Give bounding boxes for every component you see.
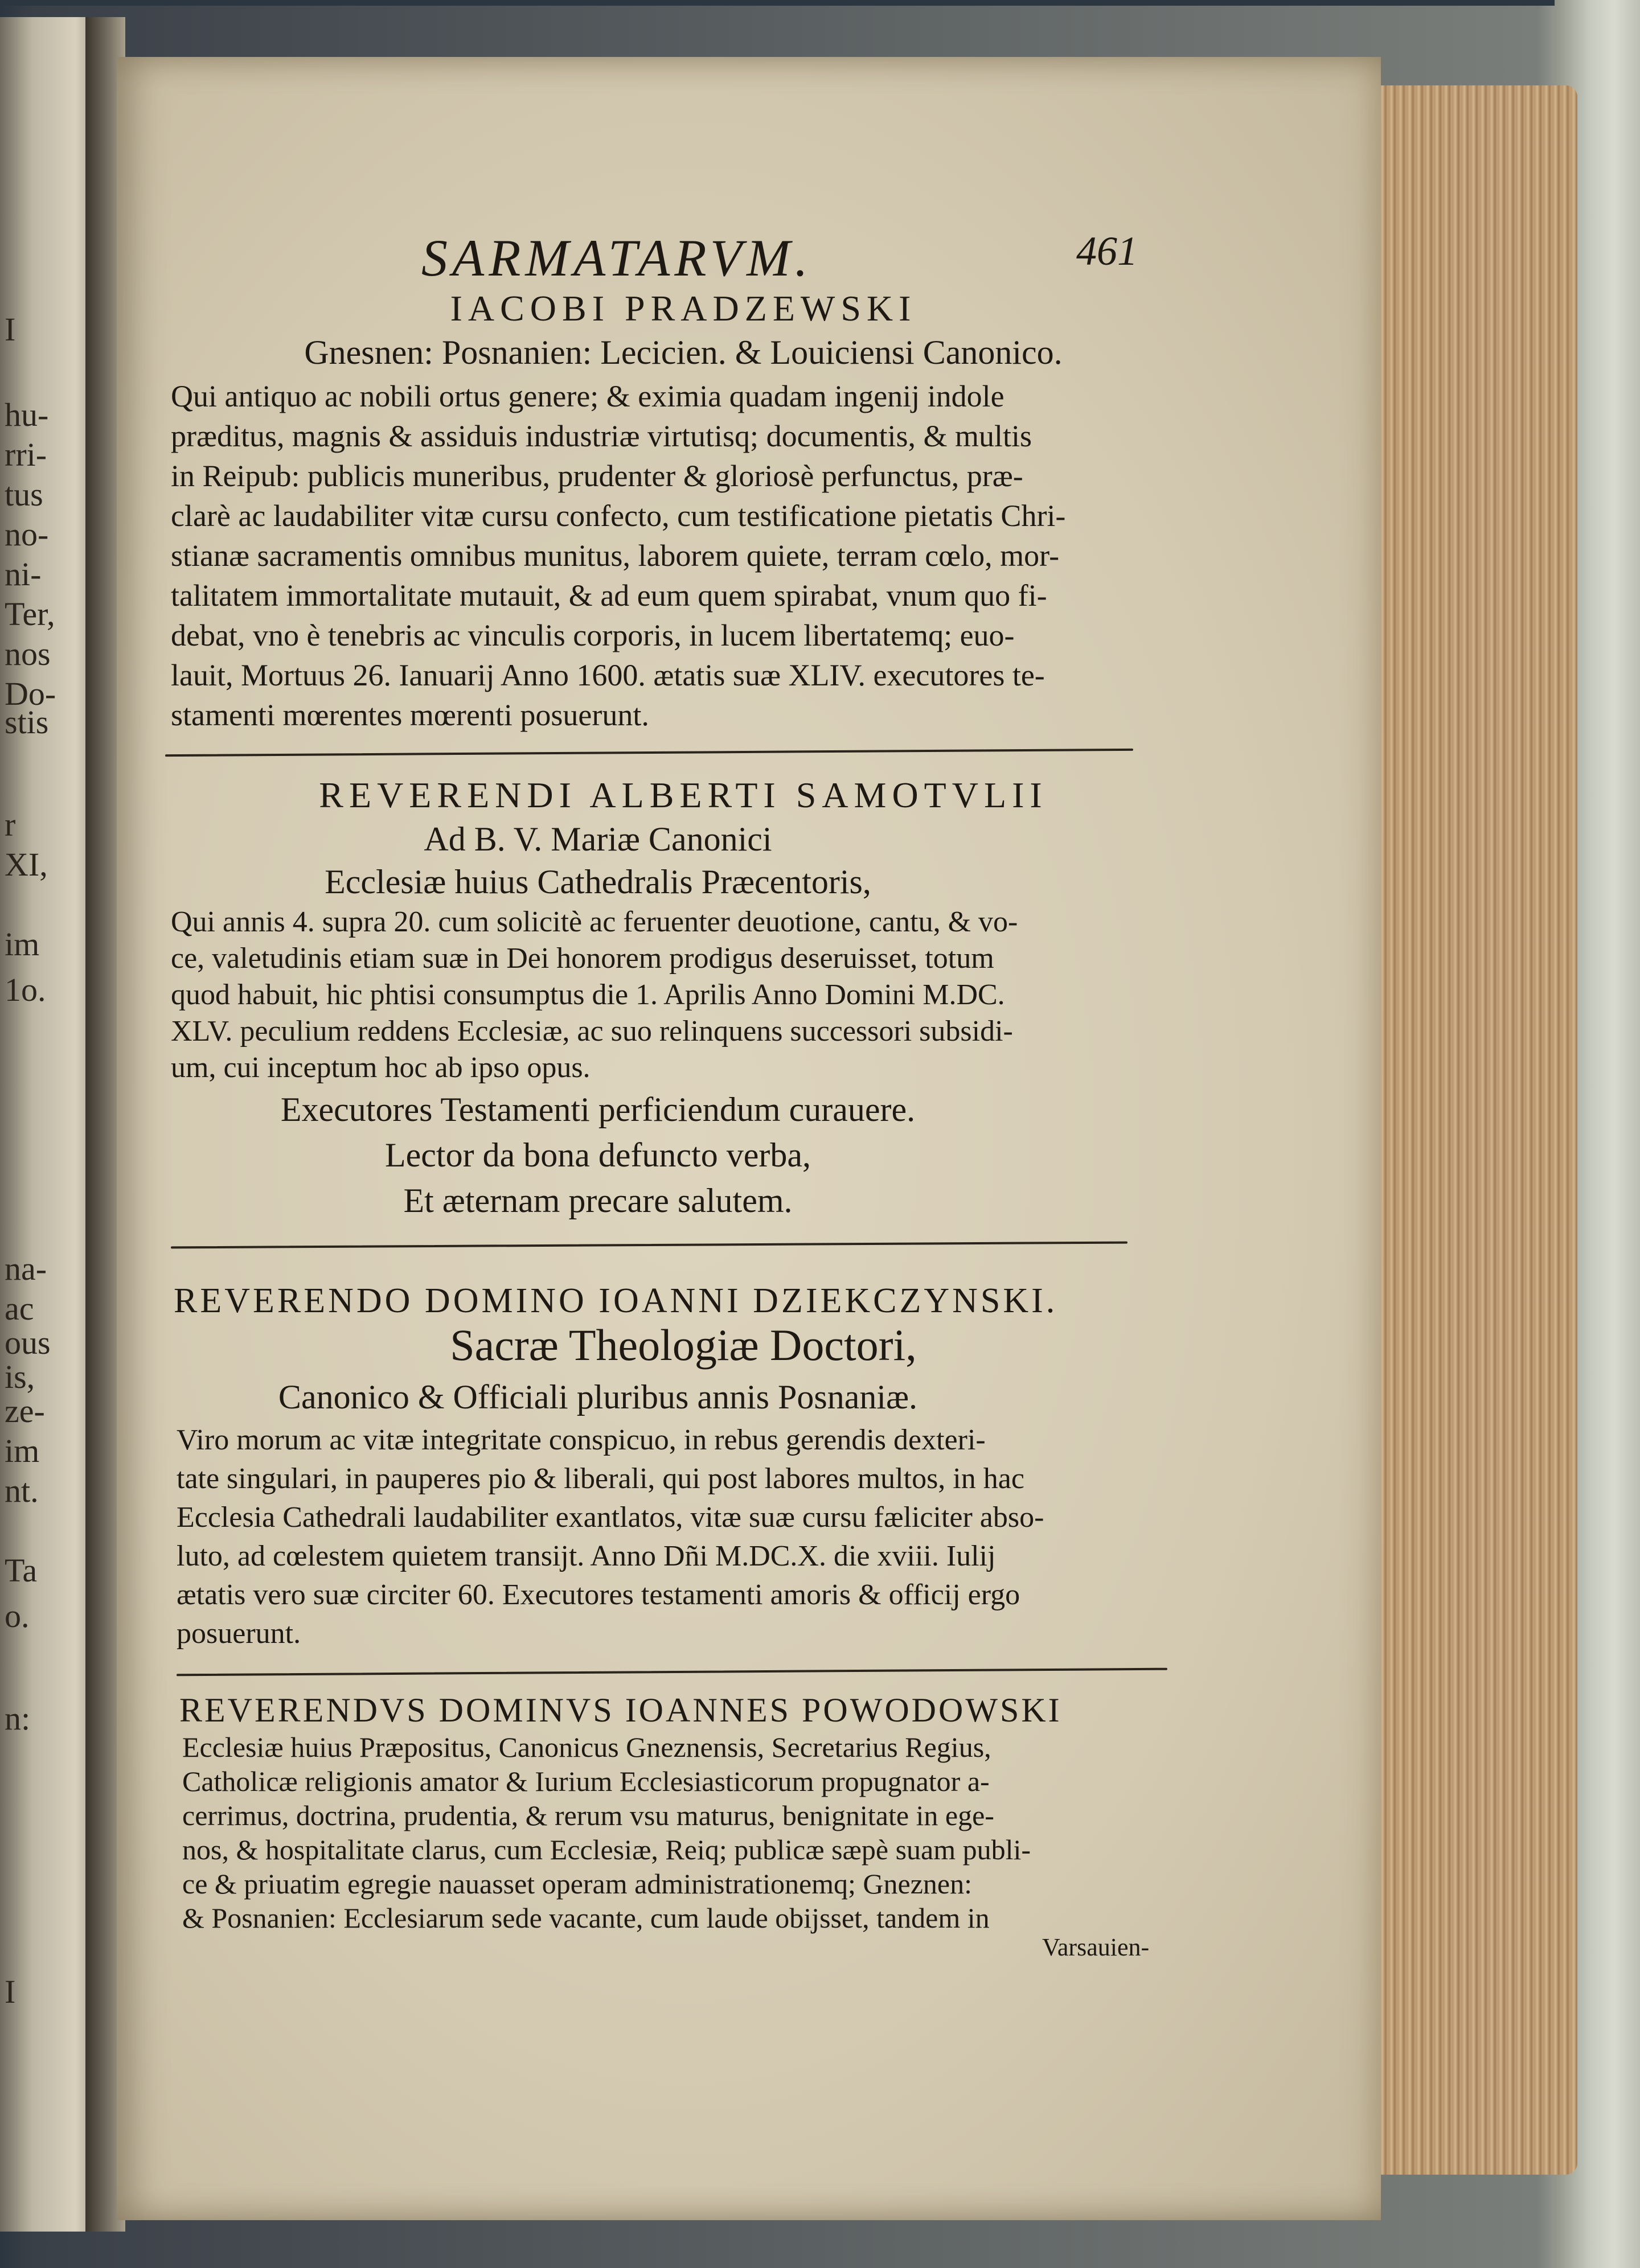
- text-line: quod habuit, hic phtisi consumptus die 1. Aprilis Anno Domini M.DC.: [171, 979, 1005, 1011]
- page-edges: [1361, 85, 1577, 2175]
- text-line: talitatem immortalitate mutauit, & ad eum quem spirabat, vnum quo fi-: [171, 578, 1047, 613]
- running-head: SARMATARVM.: [421, 229, 813, 287]
- text-line: Viro morum ac vitæ integritate conspicuo, in rebus gerendis dexteri-: [177, 1424, 986, 1456]
- text-line: Qui annis 4. supra 20. cum solicitè ac feruenter deuotione, cantu, & vo-: [171, 906, 1018, 938]
- left-page-fragment: stis: [5, 704, 49, 741]
- entry2-title2: Ecclesiæ huius Cathedralis Præcentoris,: [325, 863, 871, 901]
- left-page-fragment: rri-: [5, 436, 47, 473]
- catchword: Varsauien-: [1042, 1933, 1150, 1961]
- left-page-fragment: hu-: [5, 396, 49, 433]
- text-line: ce, valetudinis etiam suæ in Dei honorem prodigus deseruisset, totum: [171, 942, 994, 975]
- text-line: nos, & hospitalitate clarus, cum Ecclesiæ, Reiq; publicæ sæpè suam publi-: [182, 1834, 1031, 1866]
- left-page-fragment: Ta: [5, 1552, 38, 1589]
- page-number: 461: [1076, 228, 1138, 274]
- text-line: in Reipub: publicis muneribus, prudenter & gloriosè perfunctus, præ-: [171, 459, 1023, 493]
- entry2-title1: Ad B. V. Mariæ Canonici: [424, 820, 772, 858]
- left-page-fragment: ac: [5, 1290, 34, 1327]
- text-line: luto, ad cœlestem quietem transijt. Anno Dñi M.DC.X. die xviii. Iulij: [177, 1540, 996, 1572]
- text-line: clarè ac laudabiliter vitæ cursu confecto, cum testificatione pietatis Chri-: [171, 499, 1066, 533]
- text-line: Catholicæ religionis amator & Iurium Ecclesiasticorum propugnator a-: [182, 1765, 990, 1797]
- text-line: ætatis vero suæ circiter 60. Executores testamenti amoris & officij ergo: [177, 1579, 1020, 1611]
- left-page-fragment: 1o.: [5, 971, 46, 1008]
- text-line: præditus, magnis & assiduis industriæ virtutisq; documentis, & multis: [171, 419, 1032, 453]
- text-line: lauit, Mortuus 26. Ianuarij Anno 1600. ætatis suæ XLIV. executores te-: [171, 658, 1045, 692]
- left-page-fragment: Ter,: [5, 595, 55, 632]
- entry4-name: REVERENDVS DOMINVS IOANNES POWODOWSKI: [179, 1691, 1062, 1729]
- left-page-fragment: o.: [5, 1597, 30, 1634]
- text-line: cerrimus, doctrina, prudentia, & rerum vsu maturus, benignitate in ege-: [182, 1799, 994, 1831]
- text-line: debat, vno è tenebris ac vinculis corporis, in lucem libertatemq; euo-: [171, 618, 1015, 652]
- text-line: Ecclesia Cathedrali laudabiliter exantlatos, vitæ suæ cursu fæliciter abso-: [177, 1501, 1044, 1534]
- left-page-fragment: im: [5, 926, 40, 963]
- left-page-fragment: is,: [5, 1358, 35, 1395]
- text-line: Ecclesiæ huius Præpositus, Canonicus Gneznensis, Secretarius Regius,: [182, 1731, 991, 1763]
- entry2-closing1: Executores Testamenti perficiendum curauere.: [280, 1091, 916, 1128]
- entry2-closing3: Et æternam precare salutem.: [403, 1182, 793, 1219]
- left-page-fragment: I: [5, 1973, 16, 2010]
- left-page-fragment: nos: [5, 635, 51, 672]
- left-page-fragment: nt.: [5, 1472, 39, 1509]
- text-line: tate singulari, in pauperes pio & liberali, qui post labores multos, in hac: [177, 1462, 1024, 1495]
- entry3-name: REVERENDO DOMINO IOANNI DZIEKCZYNSKI.: [174, 1281, 1058, 1320]
- left-page-fragment: Do-: [5, 675, 56, 712]
- left-page-fragment: n:: [5, 1700, 31, 1737]
- text-line: um, cui inceptum hoc ab ipso opus.: [171, 1051, 591, 1084]
- left-page-fragment: na-: [5, 1250, 47, 1287]
- entry1-name: IACOBI PRADZEWSKI: [450, 288, 917, 328]
- left-page-fragment: r: [5, 806, 16, 843]
- entry1-title: Gnesnen: Posnanien: Lecicien. & Louiciensi Canonico.: [304, 334, 1063, 371]
- entry2-closing2: Lector da bona defuncto verba,: [385, 1136, 811, 1174]
- text-line: posuerunt.: [177, 1617, 301, 1650]
- entry3-title2: Canonico & Officiali pluribus annis Posnaniæ.: [278, 1378, 918, 1416]
- text-line: Qui antiquo ac nobili ortus genere; & eximia quadam ingenij indole: [171, 379, 1004, 413]
- left-page-fragment: XI,: [5, 846, 48, 883]
- left-page-fragment: im: [5, 1432, 40, 1469]
- text-line: XLV. peculium reddens Ecclesiæ, ac suo relinquens successori subsidi-: [171, 1015, 1013, 1047]
- left-page-fragment: ze-: [5, 1392, 45, 1429]
- left-page-fragment: ni-: [5, 556, 42, 593]
- text-line: ce & priuatim egregie nauasset operam administrationemq; Gneznen:: [182, 1868, 973, 1900]
- text-line: & Posnanien: Ecclesiarum sede vacante, cum laude obijsset, tandem in: [182, 1902, 990, 1934]
- left-page-fragment: tus: [5, 476, 43, 513]
- left-page-fragment: ous: [5, 1324, 51, 1361]
- entry2-name: REVERENDI ALBERTI SAMOTVLII: [319, 775, 1048, 815]
- text-line: stianæ sacramentis omnibus munitus, laborem quiete, terram cœlo, mor-: [171, 539, 1060, 573]
- left-page-fragment: no-: [5, 516, 49, 553]
- text-line: stamenti mœrentes mœrenti posuerunt.: [171, 698, 649, 732]
- entry3-title1: Sacræ Theologiæ Doctori,: [450, 1320, 917, 1370]
- left-page-fragment: I: [5, 311, 16, 348]
